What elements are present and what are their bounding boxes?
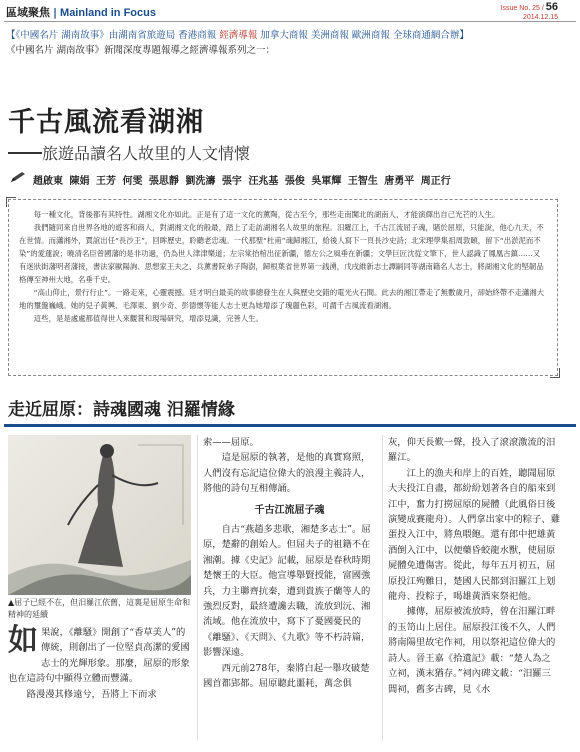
body-column-1 xyxy=(8,625,191,702)
corner-ornament-icon xyxy=(550,368,560,378)
image-caption xyxy=(8,597,191,621)
body-column-3 xyxy=(388,435,560,697)
header-separator: | xyxy=(53,6,58,19)
column-divider xyxy=(197,435,198,740)
preface-paragraph: 這些，是是處處都值得世人來觀賞和現場研究，增添見識，完善人生。 xyxy=(33,314,263,323)
preface-paragraph: “高山仰止，景行行止”。一路走來，心靈震撼。廷才明白最美的故事總發生在人與歷史交錯的電光火石間。此去的湘江帶走了無數歲月，卻始終帶不走瀟湘大地的璽盤巍峨。她的兒子黃興、毛澤東、劉少奇、彭德懷等能人志士更為她增添了瑰麗色彩，可謂千古風流看湖湘。 xyxy=(19,288,545,310)
ink-painting-image xyxy=(8,435,191,595)
qu-yuan-illustration xyxy=(8,435,191,595)
subheading: 千古江流屈子魂 xyxy=(254,504,325,516)
article-subtitle: 旅遊品讀名人故里的人文情懷 xyxy=(42,144,251,163)
issue-info: Issue No. 25 / 56 2014.12.15 xyxy=(500,1,558,21)
source-line-1 xyxy=(6,27,469,41)
article-title: 千古風流看湖湘 xyxy=(8,107,204,138)
body-paragraph: 這是屈原的執著，是他的真實寫照，人們沒有忘記這位偉大的浪漫主義詩人，將他的詩句互相傳誦。 xyxy=(203,452,371,495)
body-paragraph xyxy=(8,625,191,687)
subtitle-dash xyxy=(8,152,42,154)
source-line-2: 《中國名片 湖南故事》新聞深度專題報導之經濟導報系列之一： xyxy=(6,45,276,56)
issue-number: Issue No. 25 xyxy=(500,5,540,12)
body-column-2 xyxy=(203,435,376,692)
body-text: 果說，《離騷》開創了“香草美人”的傳統，則創出了一位堅貞高潔的愛國志士的光輝形象。那麼，屈原的形象也在這詩句中顯得立體而豐滿。 xyxy=(8,627,190,685)
section-rule xyxy=(4,424,576,427)
body-paragraph: 索——屈原。 xyxy=(203,437,259,448)
body-paragraph: 灰，仰天長歎一聲，投入了滾滾激流的汨羅江。 xyxy=(388,437,556,464)
body-paragraph: 路漫漫其修遠兮，吾將上下而求 xyxy=(26,688,157,700)
body-paragraph: 西元前278年，秦將白起一舉攻破楚國首都郢都。屈原聽此噩耗，萬念俱 xyxy=(203,662,370,690)
caption-text: 屈子已經不在，但汨羅江依舊，這裏是屈原生命和精神的延續 xyxy=(8,598,191,619)
issue-date: 2014.12.15 xyxy=(522,14,558,21)
preface-paragraph: 每一種文化，背後都有其特性。湖湘文化亦如此。正是有了這一文化的薰陶，從古至今，那些走南闖北的湖南人，才能演繹出自己光芒的人生。 xyxy=(33,210,500,219)
preface-paragraph: 我們隨同來自世界各地的遊客和商人，對湖湘文化的般最，踏上了走訪湖湘名人故里的旅程。汨羅江上，千古江流屈子魂，賭於屈原，只能說，他心九天，不在世情。而瀟湘外，賈誼出任“長沙王”，回眸歷史，聆聽老忠魂。一代那聖“杜甫”魂歸湘江，給後人寫下一頁長沙史詩；北宋理學集祖周敦頤，留下“出淤泥而不染”的愛蓮說；曉清名臣曾國藩的是非功過，仍為世人津津樂道；左宗棠抬棺出征新疆，德左公之風垂在新疆；文學巨匠沈從文筆下，世人認識了鳳凰古鎮……又有迷狀街藩明者藩接，書法家歐陽詢、思想家王夫之、兵薰書院弟子陶澍，歸根葉省世界第一銭湧，戊戌維新志士譚嗣同等湖南籍名人志士，將湖湘文化的堅韌品格傳至神州大地，名垂千史。 xyxy=(19,223,544,284)
body-paragraph: 江上的漁夫和岸上的百姓，聽聞屈原大夫投江自盡，都紛紛划著各自的船來到江中，奮力打撈屈原的屍體（此風俗日後演變成賽龍舟）。人們拿出家中的粽子、雞蛋投入江中，將魚喂飽。還有郎中把雄黃酒倒入江中，以便藥昏蛟龍水獸，使屈原屍體免遭傷害。從此，每年五月初五，屈原投江殉難日，楚國人民都到汨羅江上划龍舟、投粽子，喝雄黃酒來祭祀他。 xyxy=(388,467,560,603)
body-paragraph: 據傳，屈原被流放時，曾在汨羅江畔的玉笥山上居住。屈原投江後不久，人們將南陽里故宅作祠，用以祭祀這位偉大的詩人。晉王嘉《拾遺記》載：“楚人為之立祠，漢末猶存。”祠內碑文載：“汨羅三閭祠，舊多古碑，見《水 xyxy=(388,606,556,695)
section-cn: 區域聚焦 xyxy=(6,6,50,19)
body-paragraph: 自古“燕趙多悲歌，湘楚多志士”。屈原，楚辭的創始人。但屈夫子的祖籍不在湘潮。據《史記》記載，屈原是春秋時期楚懷王的大臣。他宣導舉賢授能，富國強兵，力主聯齊抗秦，遭到貴族子蘭等人的強烈反對，最終遭讒去職，流放到沅、湘流域。他在流放中，寫下了憂國憂民的《離騷》、《天問》、《九歌》等不朽詩篇，影響深遠。 xyxy=(203,524,371,659)
corner-ornament-icon xyxy=(6,197,16,207)
section-label xyxy=(6,4,156,20)
drop-cap: 如 xyxy=(8,623,38,658)
caption-marker: ▲ xyxy=(8,598,15,607)
section-en: Mainland in Focus xyxy=(60,7,156,19)
preface-box xyxy=(8,199,558,376)
pen-icon xyxy=(10,171,26,183)
source-line-1-highlight: 經濟導報 xyxy=(219,30,258,41)
source-line-1-rest: 加拿大商報 美洲商報 歐洲商報 全球商通網合辦】 xyxy=(260,30,469,41)
article-authors: 趙啟東 陳娟 王芳 何雯 張思靜 劉洗濤 張宇 汪兆基 張俊 吳軍輝 王智生 唐勇平 周正行 xyxy=(33,176,451,187)
column-divider xyxy=(382,435,383,740)
source-line-1-prefix: 【《中國名片 湖南故事》由湖南省旅遊局 香港商報 xyxy=(6,30,217,41)
header-rule xyxy=(4,21,576,22)
section-heading: 走近屈原：詩魂國魂 汨羅情緣 xyxy=(8,400,235,420)
page-number: 56 xyxy=(545,1,558,13)
preface-text xyxy=(19,208,547,325)
